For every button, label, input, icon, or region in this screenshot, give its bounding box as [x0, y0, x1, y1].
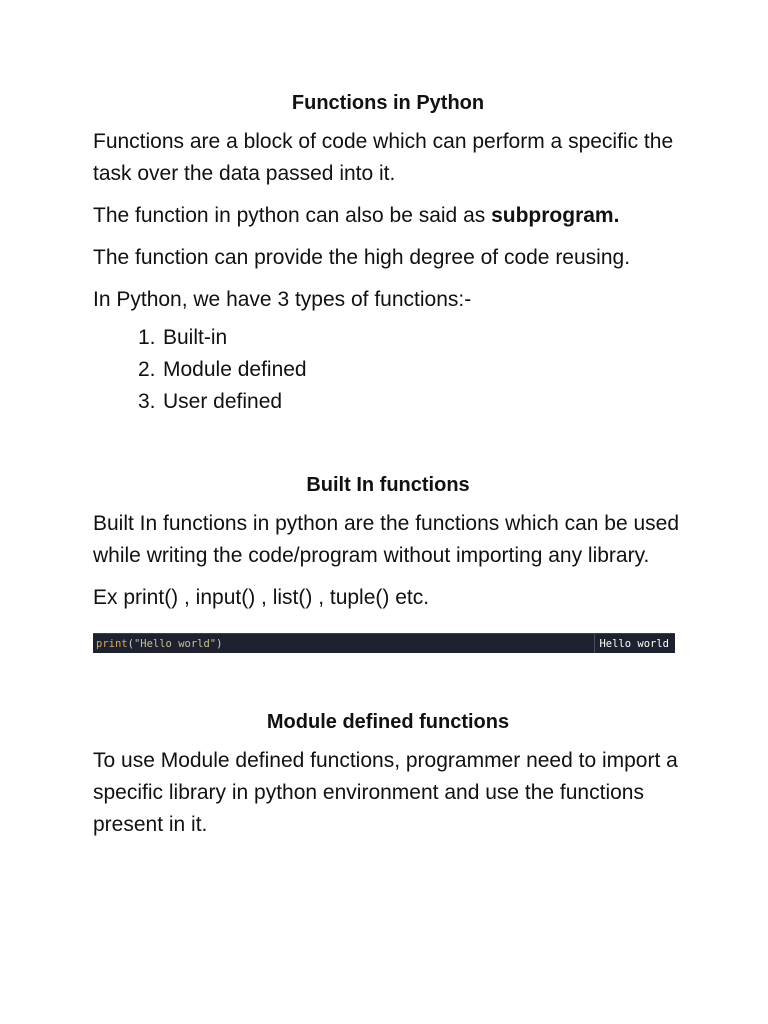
list-item	[138, 354, 683, 386]
list-item-number: 2.	[138, 358, 156, 381]
code-close-paren: )	[216, 637, 223, 650]
list-item	[138, 386, 683, 418]
paragraph-built-in-examples: Ex print() , input() , list() , tuple() etc.	[93, 586, 430, 609]
list-item-number: 1.	[138, 326, 156, 349]
list-item-number: 3.	[138, 390, 156, 413]
heading-functions-in-python: Functions in Python	[291, 92, 485, 114]
function-types-list	[93, 322, 683, 418]
document-page	[93, 88, 683, 851]
paragraph-functions-definition: Functions are a block of code which can perform a specific the task over the data passed into it.	[93, 130, 674, 185]
code-string-argument: "Hello world"	[133, 637, 217, 650]
paragraph-module-defined-definition: To use Module defined functions, programmer need to import a specific library in python environment and use the functions present in it.	[93, 749, 678, 836]
list-item-label: Built-in	[163, 326, 228, 349]
paragraph-code-reusing: The function can provide the high degree of code reusing.	[93, 246, 631, 269]
code-snippet	[96, 638, 222, 650]
code-output: Hello world	[594, 634, 669, 653]
subprogram-bold: subprogram.	[491, 204, 620, 227]
heading-built-in-functions: Built In functions	[306, 474, 470, 496]
code-open-paren: (	[127, 637, 134, 650]
code-function-name: print	[96, 637, 128, 650]
heading-module-defined-functions: Module defined functions	[266, 711, 510, 733]
list-item	[138, 322, 683, 354]
paragraph-built-in-definition: Built In functions in python are the functions which can be used while writing the code/program without importing any library.	[93, 512, 680, 567]
paragraph-types-intro: In Python, we have 3 types of functions:-	[93, 288, 472, 311]
code-example-strip	[93, 633, 675, 653]
paragraph-subprogram	[93, 200, 683, 232]
subprogram-prefix: The function in python can also be said as	[93, 204, 492, 227]
list-item-label: User defined	[163, 390, 283, 413]
list-item-label: Module defined	[163, 358, 307, 381]
